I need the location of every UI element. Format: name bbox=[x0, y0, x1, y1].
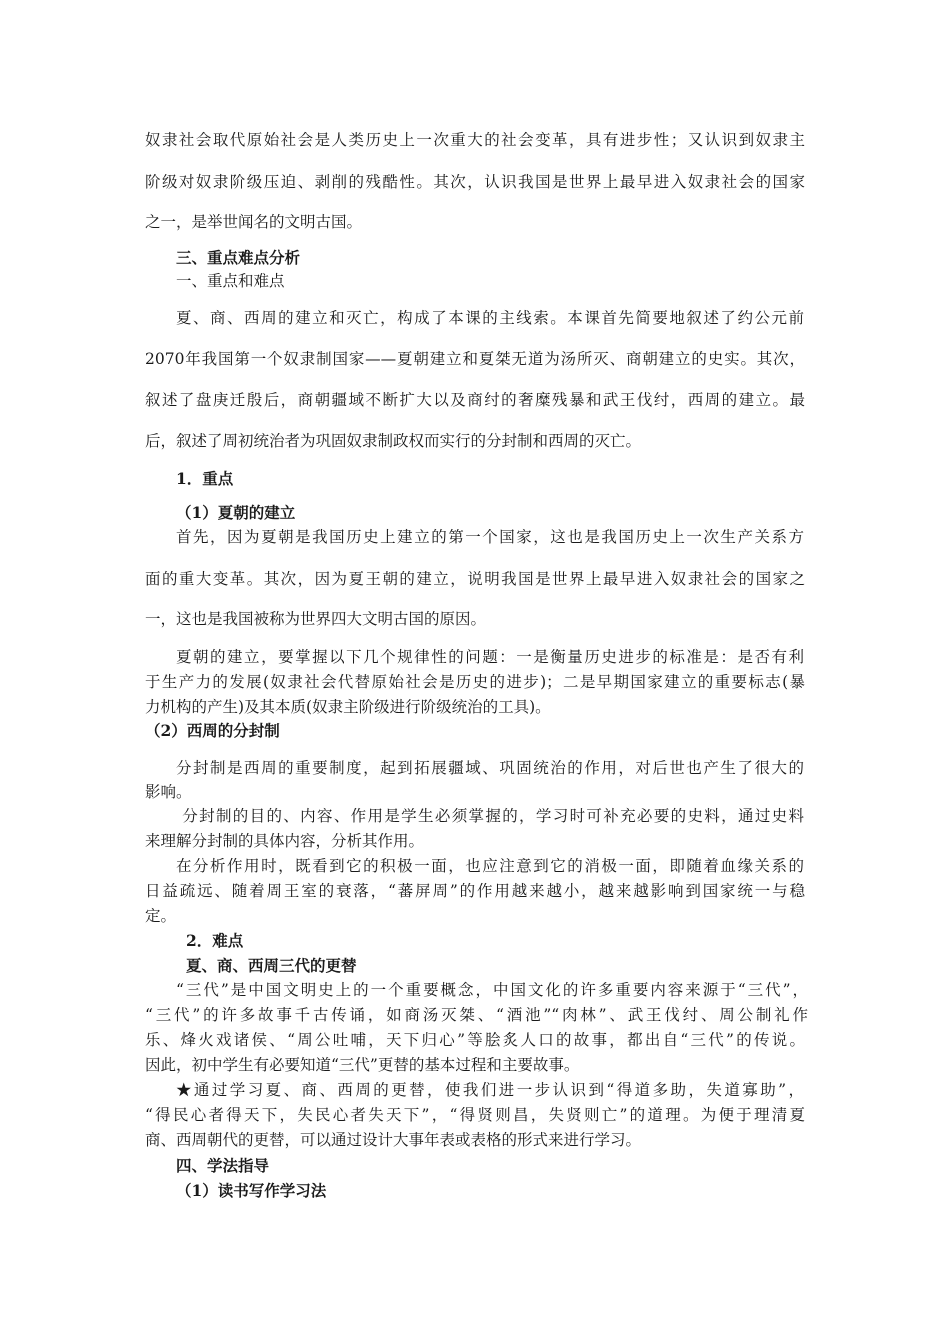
xia-para2-line-3: 力机构的产生)及其本质(奴隶主阶级进行阶级统治的工具)。 bbox=[145, 698, 551, 716]
dynasties-para2-line-2: “得民心者得天下，失民心者失天下”，“得贤则昌，失贤则亡”的道理。为便于理清夏 bbox=[145, 1106, 805, 1124]
intro-line-1: 奴隶社会取代原始社会是人类历史上一次重大的社会变革，具有进步性；又认识到奴隶主 bbox=[145, 131, 805, 149]
xia-para2-line-2: 于生产力的发展(奴隶社会代替原始社会是历史的进步)；二是早期国家建立的重要标志(暴 bbox=[145, 673, 805, 691]
overview-line-4: 后，叙述了周初统治者为巩固奴隶制政权而实行的分封制和西周的灭亡。 bbox=[145, 432, 642, 450]
xia-para1-line-1: 首先，因为夏朝是我国历史上建立的第一个国家，这也是我国历史上一次生产关系方 bbox=[176, 528, 804, 546]
xia-para1-line-2: 面的重大变革。其次，因为夏王朝的建立，说明我国是世界上最早进入奴隶社会的国家之 bbox=[145, 570, 805, 588]
dynasties-para1-line-2: “三代”的许多故事千古传诵，如商汤灭桀、“酒池”“肉林”、武王伐纣、周公制礼作 bbox=[145, 1006, 808, 1024]
key-points-heading: 1．重点 bbox=[176, 469, 234, 488]
intro-line-3: 之一，是举世闻名的文明古国。 bbox=[145, 213, 363, 231]
xia-dynasty-heading: （1）夏朝的建立 bbox=[176, 503, 296, 522]
reading-writing-method-heading: （1）读书写作学习法 bbox=[176, 1181, 327, 1200]
dynasties-para1-line-4: 因此，初中学生有必要知道“三代”更替的基本过程和主要故事。 bbox=[145, 1056, 580, 1074]
xia-para2-line-1: 夏朝的建立，要掌握以下几个规律性的问题：一是衡量历史进步的标准是：是否有利 bbox=[176, 648, 804, 666]
zhou-para3-line-3: 定。 bbox=[145, 907, 177, 925]
dynasties-para2-line-3: 商、西周朝代的更替，可以通过设计大事年表或表格的形式来进行学习。 bbox=[145, 1131, 642, 1149]
dynasties-para1-line-3: 乐、烽火戏诸侯、“周公吐哺，天下归心”等脍炙人口的故事，都出自“三代”的传说。 bbox=[145, 1031, 805, 1049]
section-3-title: 三、重点难点分析 bbox=[176, 248, 301, 267]
zhou-para1-line-1: 分封制是西周的重要制度，起到拓展疆域、巩固统治的作用，对后世也产生了很大的 bbox=[176, 759, 804, 777]
zhou-para3-line-1: 在分析作用时，既看到它的积极一面，也应注意到它的消极一面，即随着血缘关系的 bbox=[176, 857, 804, 875]
zhou-fief-heading: （2）西周的分封制 bbox=[145, 721, 280, 740]
zhou-para2-line-1: 分封制的目的、内容、作用是学生必须掌握的，学习时可补充必要的史料，通过史料 bbox=[176, 807, 804, 825]
xia-para1-line-3: 一，这也是我国被称为世界四大文明古国的原因。 bbox=[145, 610, 487, 628]
section-3-subtitle: 一、重点和难点 bbox=[176, 272, 285, 290]
dynasties-para1-line-1: “三代”是中国文明史上的一个重要概念，中国文化的许多重要内容来源于“三代”， bbox=[176, 981, 808, 999]
zhou-para2-line-2: 来理解分封制的具体内容，分析其作用。 bbox=[145, 832, 425, 850]
zhou-para3-line-2: 日益疏远、随着周王室的衰落，“蕃屏周”的作用越来越小，越来越影响到国家统一与稳 bbox=[145, 882, 805, 900]
three-dynasties-heading: 夏、商、西周三代的更替 bbox=[186, 956, 357, 975]
difficult-points-heading: 2．难点 bbox=[186, 931, 244, 950]
zhou-para1-line-2: 影响。 bbox=[145, 783, 192, 801]
dynasties-para2-line-1: ★通过学习夏、商、西周的更替，使我们进一步认识到“得道多助，失道寡助”， bbox=[176, 1081, 804, 1099]
overview-line-1: 夏、商、西周的建立和灭亡，构成了本课的主线索。本课首先简要地叙述了约公元前 bbox=[176, 309, 804, 327]
overview-line-2: 2070年我国第一个奴隶制国家——夏朝建立和夏桀无道为汤所灭、商朝建立的史实。其次， bbox=[145, 350, 805, 368]
section-4-title: 四、学法指导 bbox=[176, 1156, 270, 1175]
intro-line-2: 阶级对奴隶阶级压迫、剥削的残酷性。其次，认识我国是世界上最早进入奴隶社会的国家 bbox=[145, 173, 805, 191]
overview-line-3: 叙述了盘庚迁殷后，商朝疆域不断扩大以及商纣的奢糜残暴和武王伐纣，西周的建立。最 bbox=[145, 391, 805, 409]
